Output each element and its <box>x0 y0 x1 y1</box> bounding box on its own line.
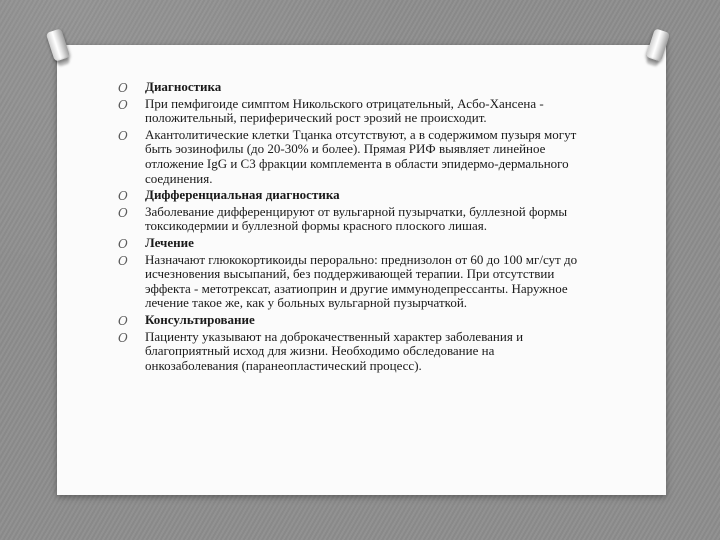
list-item <box>118 80 588 95</box>
bullet-icon: O <box>118 205 128 220</box>
list-item <box>118 253 588 311</box>
bullet-icon: O <box>118 313 128 328</box>
bullet-text: Заболевание дифференцируют от вульгарной пузырчатки, буллезной формы токсикодермии и буллезной формы красного плоского лишая. <box>145 203 568 234</box>
bullet-icon: O <box>118 81 128 95</box>
bullet-icon: O <box>118 236 128 251</box>
list-item <box>118 97 588 126</box>
bullet-text: Назначают глюкокортикоиды перорально: преднизолон от 60 до 100 мг/сут до исчезновения высыпаний, без поддерживающей терапии. При отсутствии эффекта - метотрексат, азатиоприн и другие иммунодепрессанты. Наружное лечение такое же, как у больных вульгарной пузырчаткой. <box>145 251 578 311</box>
bullet-icon: O <box>118 189 128 204</box>
bullet-text: При пемфигоиде симптом Никольского отрицательный, Асбо-Хансена - положительный, периферический рост эрозий не происходит. <box>145 95 544 126</box>
section-heading-treatment: Лечение <box>145 234 194 250</box>
bullet-icon: O <box>118 97 128 112</box>
bullet-text: Акантолитические клетки Тцанка отсутствуют, а в содержимом пузыря могут быть эозинофилы (до 20-30% и более). Прямая РИФ выявляет линейное отложение IgG и C3 фракции комплемента в области эпидермо-дермального соединения. <box>145 126 577 186</box>
list-item <box>118 188 588 203</box>
list-item <box>118 128 588 186</box>
list-item <box>118 330 588 374</box>
list-item <box>118 313 588 328</box>
slide-bullet-list <box>118 80 588 375</box>
list-item <box>118 236 588 251</box>
pushpin-icon <box>646 28 670 61</box>
list-item <box>118 205 588 234</box>
bullet-text: Пациенту указывают на доброкачественный характер заболевания и благоприятный исход для жизни. Необходимо обследование на онкозаболевания (паранеопластический процесс). <box>145 328 524 373</box>
section-heading-consultation: Консультирование <box>145 311 255 327</box>
bullet-icon: O <box>118 330 128 345</box>
section-heading-differential-diagnosis: Дифференциальная диагностика <box>145 187 340 203</box>
bullet-icon: O <box>118 253 128 268</box>
pushpin-icon <box>46 28 70 61</box>
bullet-icon: O <box>118 128 128 143</box>
section-heading-diagnostics: Диагностика <box>145 79 222 94</box>
